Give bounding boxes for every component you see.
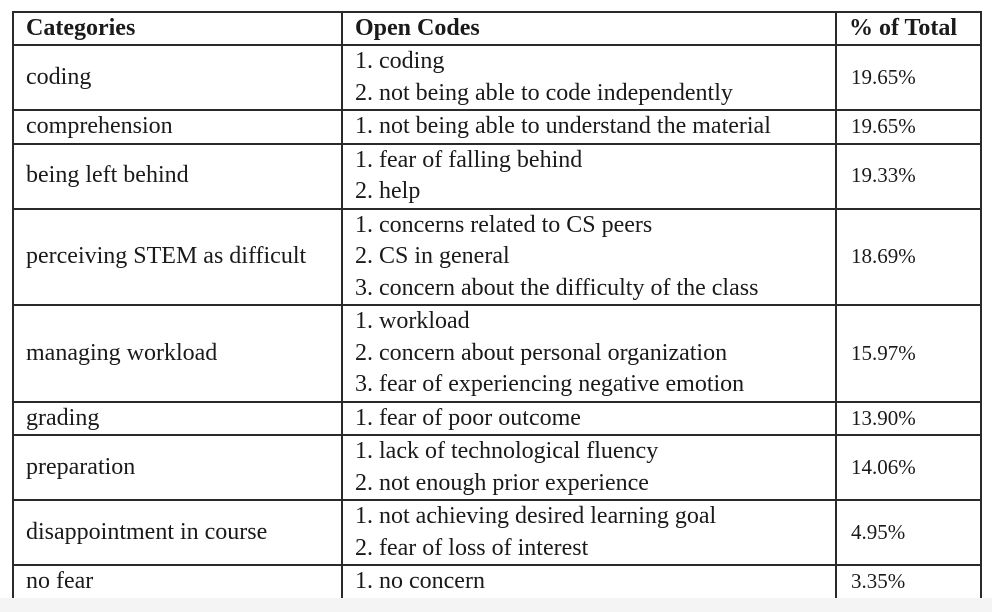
header-percent-total: % of Total bbox=[836, 12, 981, 45]
open-code-item: 1. concerns related to CS peers bbox=[355, 211, 653, 238]
table-row bbox=[13, 209, 981, 306]
open-code-item: 3. concern about the difficulty of the class bbox=[355, 274, 759, 301]
category-cell: coding bbox=[13, 45, 342, 110]
open-codes-cell bbox=[342, 209, 836, 306]
percent-cell: 14.06% bbox=[836, 435, 981, 500]
percent-cell: 15.97% bbox=[836, 305, 981, 402]
category-cell: managing workload bbox=[13, 305, 342, 402]
table-row bbox=[13, 500, 981, 565]
page-bottom-strip bbox=[0, 598, 992, 612]
open-codes-cell bbox=[342, 402, 836, 436]
open-code-item: 3. fear of experiencing negative emotion bbox=[355, 371, 745, 397]
table-row bbox=[13, 305, 981, 402]
category-cell: comprehension bbox=[13, 110, 342, 144]
table-row bbox=[13, 402, 981, 436]
open-code-item: 2. CS in general bbox=[355, 243, 510, 269]
open-code-item: 2. not being able to code independently bbox=[355, 79, 733, 106]
category-cell: being left behind bbox=[13, 144, 342, 209]
header-categories: Categories bbox=[13, 12, 342, 45]
percent-cell: 3.35% bbox=[836, 565, 981, 599]
open-codes-cell bbox=[342, 110, 836, 144]
open-codes-cell bbox=[342, 305, 836, 402]
open-code-item: 1. workload bbox=[355, 308, 470, 334]
category-cell: grading bbox=[13, 402, 342, 436]
table-row bbox=[13, 45, 981, 110]
categories-table bbox=[12, 11, 982, 600]
percent-cell: 13.90% bbox=[836, 402, 981, 436]
percent-cell: 18.69% bbox=[836, 209, 981, 306]
header-row bbox=[13, 12, 981, 45]
percent-cell: 19.33% bbox=[836, 144, 981, 209]
table-row bbox=[13, 110, 981, 144]
percent-cell: 19.65% bbox=[836, 110, 981, 144]
table-row bbox=[13, 565, 981, 599]
percent-cell: 4.95% bbox=[836, 500, 981, 565]
table-row bbox=[13, 435, 981, 500]
open-codes-cell bbox=[342, 565, 836, 599]
category-cell: disappointment in course bbox=[13, 500, 342, 565]
percent-cell: 19.65% bbox=[836, 45, 981, 110]
open-codes-cell bbox=[342, 144, 836, 209]
open-code-item: 1. lack of technological fluency bbox=[355, 438, 659, 464]
header-open-codes: Open Codes bbox=[342, 12, 836, 45]
open-code-item: 1. not achieving desired learning goal bbox=[355, 503, 717, 529]
category-cell: preparation bbox=[13, 435, 342, 500]
open-code-item: 2. concern about personal organization bbox=[355, 339, 728, 366]
open-code-item: 2. help bbox=[355, 178, 421, 204]
table-body bbox=[13, 45, 981, 599]
open-codes-cell bbox=[342, 45, 836, 110]
open-code-item: 2. not enough prior experience bbox=[355, 469, 649, 496]
category-cell: no fear bbox=[13, 565, 342, 599]
table-row bbox=[13, 144, 981, 209]
open-code-item: 1. coding bbox=[355, 48, 445, 74]
open-code-item: 1. no concern bbox=[355, 568, 485, 594]
open-code-item: 1. not being able to understand the material bbox=[355, 113, 771, 139]
open-code-item: 1. fear of falling behind bbox=[355, 146, 583, 173]
category-cell: perceiving STEM as difficult bbox=[13, 209, 342, 306]
open-codes-cell bbox=[342, 435, 836, 500]
open-codes-cell bbox=[342, 500, 836, 565]
open-code-item: 1. fear of poor outcome bbox=[355, 404, 581, 431]
open-code-item: 2. fear of loss of interest bbox=[355, 534, 589, 561]
